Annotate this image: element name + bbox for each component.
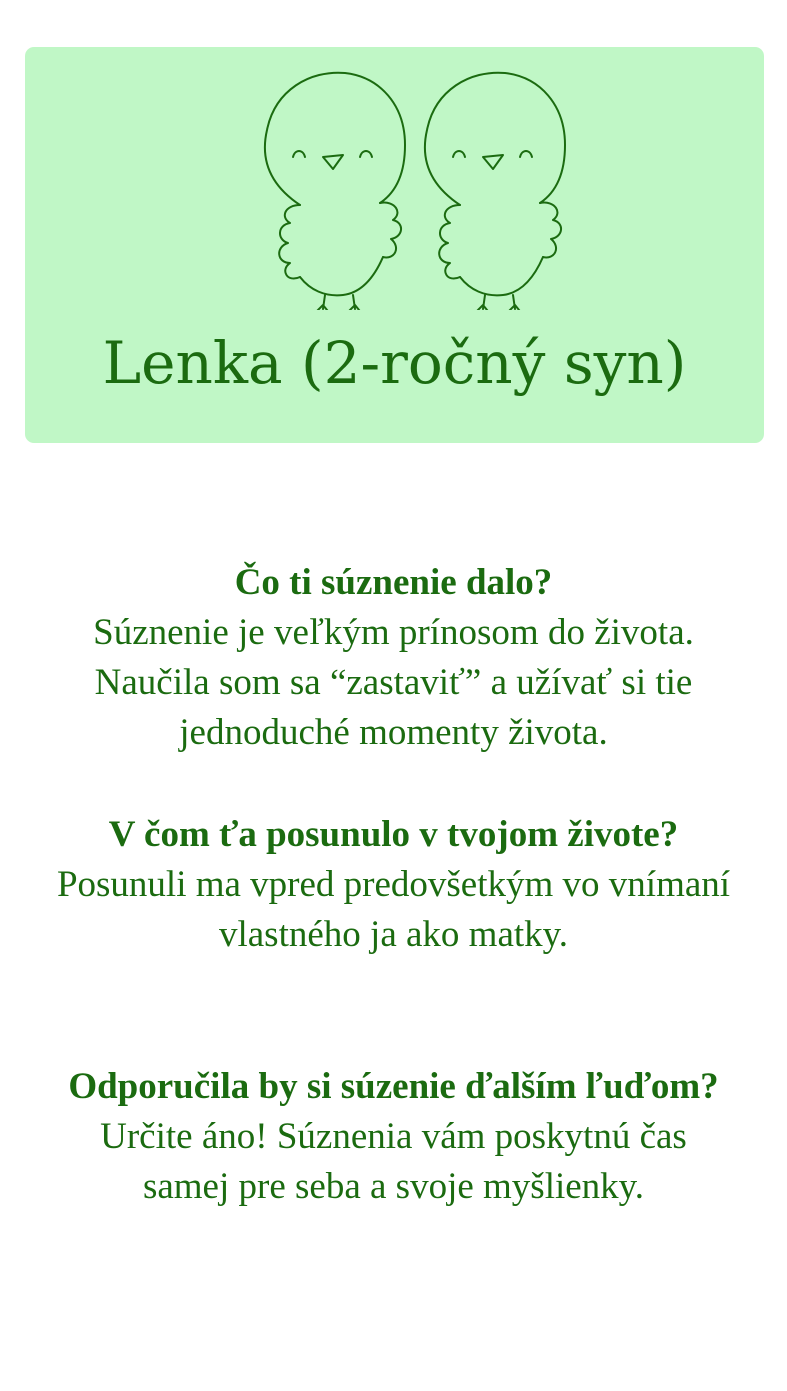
- hero-banner: [25, 47, 764, 443]
- question-heading: Čo ti súznenie dalo?: [234, 562, 553, 603]
- chick-left-icon: [265, 73, 405, 310]
- answer-text: [0, 608, 787, 758]
- answer-line: vlastného ja ako matky.: [218, 914, 568, 955]
- question-heading: Odporučila by si súzenie ďalším ľuďom?: [68, 1066, 719, 1107]
- answer-line: Naučila som sa “zastaviť” a užívať si tie: [94, 662, 693, 703]
- qa-block: [0, 810, 787, 960]
- answer-text: [0, 860, 787, 960]
- two-chicks-illustration: [255, 65, 595, 310]
- page-title: Lenka (2-ročný syn): [102, 329, 687, 397]
- answer-line: jednoduché momenty života.: [179, 712, 608, 753]
- answer-line: samej pre seba a svoje myšlienky.: [142, 1166, 645, 1207]
- answer-line: Súznenie je veľkým prínosom do života.: [93, 612, 694, 653]
- chick-right-icon: [425, 73, 565, 310]
- answer-line: Posunuli ma vpred predovšetkým vo vnímaní: [56, 864, 731, 905]
- qa-block: [0, 558, 787, 758]
- qa-block: [0, 1062, 787, 1212]
- answer-text: [0, 1112, 787, 1212]
- question-heading: V čom ťa posunulo v tvojom živote?: [108, 814, 679, 855]
- answer-line: Určite áno! Súznenia vám poskytnú čas: [100, 1116, 687, 1157]
